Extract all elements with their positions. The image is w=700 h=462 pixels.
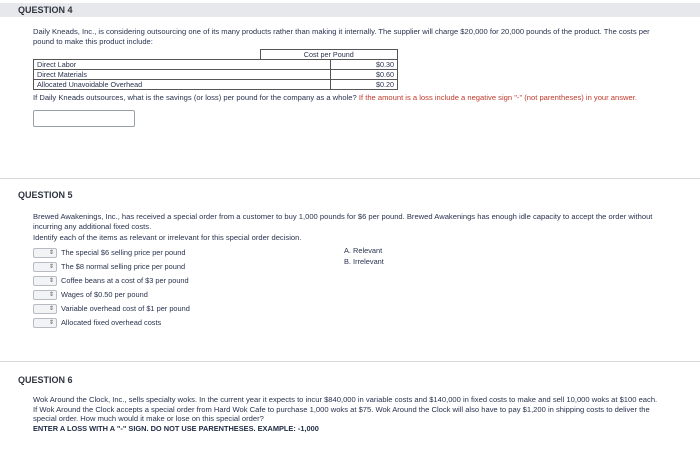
question-4-negative-hint: If the amount is a loss include a negative sign "-" (not parentheses) in your answer. — [358, 93, 637, 102]
question-5-instruction: Identify each of the items as relevant or irrelevant for this special order decision. — [33, 233, 302, 242]
table-row — [34, 70, 398, 80]
answer-options — [344, 245, 384, 267]
question-4-prompt-text: If Daily Kneads outsources, what is the savings (or loss) per pound for the company as a whole? — [33, 93, 357, 102]
list-item — [33, 288, 682, 302]
question-5-title: QUESTION 5 — [18, 190, 73, 200]
question-5-text: Brewed Awakenings, Inc., has received a special order from a customer to buy 1,000 pounds for $6 per pound. Brewed Awakenings has enough idle capacity to accept the order without incurring any additional fixed costs. — [33, 212, 653, 231]
question-4-answer-input[interactable] — [33, 110, 135, 127]
cost-table — [33, 49, 398, 90]
item-label: The $8 normal selling price per pound — [61, 262, 186, 271]
table-row — [34, 80, 398, 90]
match-select[interactable]: ⇕ — [33, 290, 57, 300]
option-irrelevant: B. Irrelevant — [344, 257, 384, 266]
question-6-title: QUESTION 6 — [18, 375, 73, 385]
match-select[interactable]: ⇕ — [33, 248, 57, 258]
list-item — [33, 274, 682, 288]
match-select[interactable]: ⇕ — [33, 262, 57, 272]
list-item — [33, 316, 682, 330]
row-value: $0.20 — [331, 80, 398, 90]
table-row — [34, 60, 398, 70]
match-select[interactable]: ⇕ — [33, 318, 57, 328]
row-value: $0.30 — [331, 60, 398, 70]
question-6-header — [0, 373, 700, 387]
question-6 — [0, 362, 700, 433]
question-4-text: Daily Kneads, Inc., is considering outsourcing one of its many products rather than making it internally. The supplier will charge $20,000 for 20,000 pounds of the product. The costs per pound to make this product include: — [33, 27, 650, 46]
option-relevant: A. Relevant — [344, 246, 383, 255]
row-label: Allocated Unavoidable Overhead — [34, 80, 331, 90]
question-4-prompt — [33, 93, 653, 103]
question-5-header — [0, 188, 700, 202]
row-label: Direct Labor — [34, 60, 331, 70]
match-select[interactable]: ⇕ — [33, 304, 57, 314]
item-label: Coffee beans at a cost of $3 per pound — [61, 276, 189, 285]
item-label: Wages of $0.50 per pound — [61, 290, 148, 299]
question-6-instruction: ENTER A LOSS WITH A "-" SIGN. DO NOT USE PARENTHESES. EXAMPLE: -1,000 — [33, 423, 319, 433]
question-4-title: QUESTION 4 — [18, 5, 73, 15]
question-6-text: Wok Around the Clock, Inc., sells specialty woks. In the current year it expects to incur $840,000 in variable costs and $140,000 in fixed costs to make and sell 10,000 woks at $100 each. — [33, 395, 658, 404]
item-label: The special $6 selling price per pound — [61, 248, 186, 257]
match-select[interactable]: ⇕ — [33, 276, 57, 286]
cost-table-header: Cost per Pound — [260, 50, 398, 60]
row-label: Direct Materials — [34, 70, 331, 80]
row-value: $0.60 — [331, 70, 398, 80]
item-label: Allocated fixed overhead costs — [61, 318, 162, 327]
question-6-text-2: If Wok Around the Clock accepts a special order from Hard Wok Cafe to purchase 1,000 woks at $75. Wok Around the Clock will also have to pay $1,200 in shipping costs to deliver the special order. How much would it make or lose on this special order? — [33, 404, 650, 423]
item-label: Variable overhead cost of $1 per pound — [61, 304, 190, 313]
question-4 — [0, 3, 700, 178]
list-item — [33, 302, 682, 316]
question-4-header — [0, 3, 700, 17]
